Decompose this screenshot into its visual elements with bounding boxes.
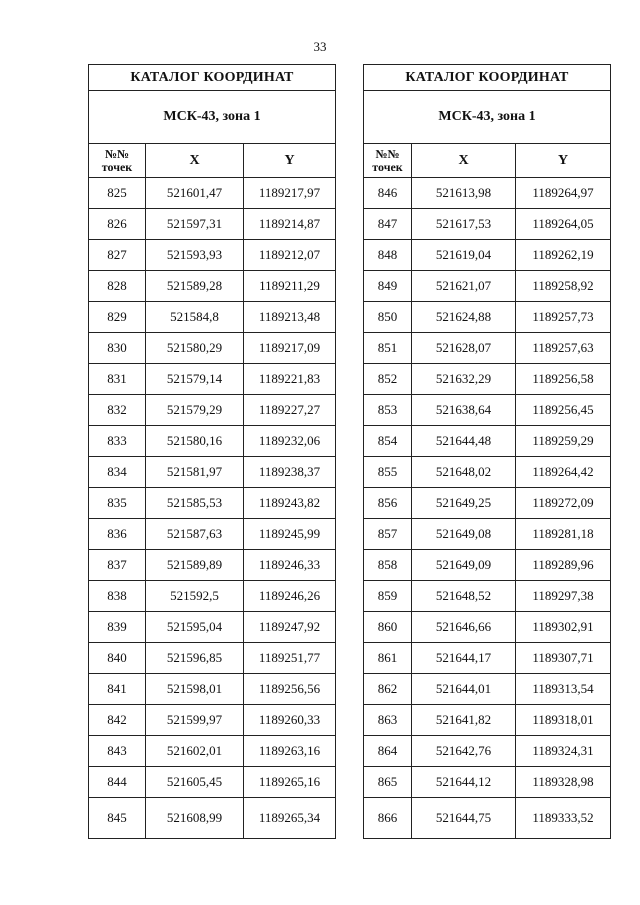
point-number-cell: 839 bbox=[89, 612, 146, 643]
table-row bbox=[89, 364, 336, 395]
point-number-cell: 828 bbox=[89, 271, 146, 302]
y-coordinate-cell: 1189221,83 bbox=[244, 364, 336, 395]
point-number-cell: 829 bbox=[89, 302, 146, 333]
x-coordinate-cell: 521641,82 bbox=[412, 705, 516, 736]
x-coordinate-cell: 521585,53 bbox=[146, 488, 244, 519]
point-number-cell: 865 bbox=[364, 767, 412, 798]
y-coordinate-cell: 1189247,92 bbox=[244, 612, 336, 643]
y-coordinate-cell: 1189318,01 bbox=[516, 705, 611, 736]
table-row bbox=[364, 333, 611, 364]
coordinate-catalog-table-right bbox=[363, 64, 611, 839]
point-number-header bbox=[364, 144, 412, 178]
y-coordinate-cell: 1189307,71 bbox=[516, 643, 611, 674]
point-number-cell: 841 bbox=[89, 674, 146, 705]
y-coordinate-cell: 1189212,07 bbox=[244, 240, 336, 271]
table-row bbox=[364, 271, 611, 302]
y-header: Y bbox=[244, 144, 336, 178]
point-number-header-line2: точек bbox=[101, 159, 133, 174]
table-body bbox=[89, 178, 336, 839]
y-coordinate-cell: 1189232,06 bbox=[244, 426, 336, 457]
y-coordinate-cell: 1189264,42 bbox=[516, 457, 611, 488]
x-coordinate-cell: 521589,89 bbox=[146, 550, 244, 581]
x-header: X bbox=[412, 144, 516, 178]
x-coordinate-cell: 521648,02 bbox=[412, 457, 516, 488]
point-number-cell: 842 bbox=[89, 705, 146, 736]
table-row bbox=[89, 209, 336, 240]
table-row bbox=[364, 178, 611, 209]
table-row bbox=[89, 550, 336, 581]
y-coordinate-cell: 1189211,29 bbox=[244, 271, 336, 302]
y-header: Y bbox=[516, 144, 611, 178]
x-coordinate-cell: 521644,48 bbox=[412, 426, 516, 457]
x-coordinate-cell: 521646,66 bbox=[412, 612, 516, 643]
x-coordinate-cell: 521580,29 bbox=[146, 333, 244, 364]
x-coordinate-cell: 521638,64 bbox=[412, 395, 516, 426]
y-coordinate-cell: 1189256,58 bbox=[516, 364, 611, 395]
y-coordinate-cell: 1189256,45 bbox=[516, 395, 611, 426]
x-coordinate-cell: 521648,52 bbox=[412, 581, 516, 612]
table-row bbox=[89, 767, 336, 798]
x-coordinate-cell: 521601,47 bbox=[146, 178, 244, 209]
x-coordinate-cell: 521613,98 bbox=[412, 178, 516, 209]
column-header-row bbox=[364, 144, 611, 178]
y-coordinate-cell: 1189246,26 bbox=[244, 581, 336, 612]
table-row bbox=[364, 426, 611, 457]
point-number-cell: 838 bbox=[89, 581, 146, 612]
point-number-cell: 854 bbox=[364, 426, 412, 457]
x-coordinate-cell: 521621,07 bbox=[412, 271, 516, 302]
table-row bbox=[364, 457, 611, 488]
point-number-header bbox=[89, 144, 146, 178]
y-coordinate-cell: 1189272,09 bbox=[516, 488, 611, 519]
x-coordinate-cell: 521602,01 bbox=[146, 736, 244, 767]
table-row bbox=[364, 705, 611, 736]
x-coordinate-cell: 521593,93 bbox=[146, 240, 244, 271]
x-coordinate-cell: 521587,63 bbox=[146, 519, 244, 550]
point-number-cell: 825 bbox=[89, 178, 146, 209]
x-coordinate-cell: 521589,28 bbox=[146, 271, 244, 302]
x-coordinate-cell: 521598,01 bbox=[146, 674, 244, 705]
table-row bbox=[364, 767, 611, 798]
page-number: 33 bbox=[313, 39, 327, 54]
y-coordinate-cell: 1189328,98 bbox=[516, 767, 611, 798]
x-coordinate-cell: 521579,14 bbox=[146, 364, 244, 395]
table-row bbox=[89, 612, 336, 643]
x-coordinate-cell: 521628,07 bbox=[412, 333, 516, 364]
table-row bbox=[364, 798, 611, 839]
x-coordinate-cell: 521605,45 bbox=[146, 767, 244, 798]
point-number-cell: 836 bbox=[89, 519, 146, 550]
table-row bbox=[89, 488, 336, 519]
column-header-row bbox=[89, 144, 336, 178]
y-coordinate-cell: 1189302,91 bbox=[516, 612, 611, 643]
x-coordinate-cell: 521644,12 bbox=[412, 767, 516, 798]
point-number-cell: 855 bbox=[364, 457, 412, 488]
table-row bbox=[364, 612, 611, 643]
point-number-cell: 826 bbox=[89, 209, 146, 240]
coordinate-system-label: МСК-43, зона 1 bbox=[89, 91, 336, 144]
table-row bbox=[89, 798, 336, 839]
point-number-cell: 850 bbox=[364, 302, 412, 333]
y-coordinate-cell: 1189281,18 bbox=[516, 519, 611, 550]
table-row bbox=[89, 705, 336, 736]
point-number-cell: 831 bbox=[89, 364, 146, 395]
x-coordinate-cell: 521580,16 bbox=[146, 426, 244, 457]
x-coordinate-cell: 521581,97 bbox=[146, 457, 244, 488]
y-coordinate-cell: 1189264,97 bbox=[516, 178, 611, 209]
point-number-cell: 864 bbox=[364, 736, 412, 767]
point-number-cell: 844 bbox=[89, 767, 146, 798]
point-number-header-line1: №№ bbox=[104, 146, 130, 161]
point-number-cell: 848 bbox=[364, 240, 412, 271]
table-row bbox=[364, 643, 611, 674]
point-number-header-line2: точек bbox=[372, 159, 403, 174]
table-row bbox=[364, 209, 611, 240]
y-coordinate-cell: 1189297,38 bbox=[516, 581, 611, 612]
table-row bbox=[89, 643, 336, 674]
table-row bbox=[364, 550, 611, 581]
y-coordinate-cell: 1189264,05 bbox=[516, 209, 611, 240]
table-row bbox=[364, 395, 611, 426]
coordinate-system-label: МСК-43, зона 1 bbox=[364, 91, 611, 144]
x-coordinate-cell: 521592,5 bbox=[146, 581, 244, 612]
x-coordinate-cell: 521596,85 bbox=[146, 643, 244, 674]
x-coordinate-cell: 521644,75 bbox=[412, 798, 516, 839]
table-row bbox=[89, 240, 336, 271]
table-row bbox=[364, 302, 611, 333]
table-body bbox=[364, 178, 611, 839]
table-row bbox=[89, 178, 336, 209]
x-coordinate-cell: 521599,97 bbox=[146, 705, 244, 736]
point-number-cell: 832 bbox=[89, 395, 146, 426]
y-coordinate-cell: 1189214,87 bbox=[244, 209, 336, 240]
point-number-header-line1: №№ bbox=[375, 146, 400, 161]
x-coordinate-cell: 521649,09 bbox=[412, 550, 516, 581]
y-coordinate-cell: 1189217,09 bbox=[244, 333, 336, 364]
point-number-cell: 835 bbox=[89, 488, 146, 519]
table-row bbox=[89, 674, 336, 705]
x-coordinate-cell: 521644,17 bbox=[412, 643, 516, 674]
coordinate-catalog-table-left bbox=[88, 64, 336, 839]
table-row bbox=[89, 271, 336, 302]
catalog-title: КАТАЛОГ КООРДИНАТ bbox=[364, 65, 611, 91]
point-number-cell: 840 bbox=[89, 643, 146, 674]
table-row bbox=[364, 240, 611, 271]
point-number-cell: 860 bbox=[364, 612, 412, 643]
x-coordinate-cell: 521608,99 bbox=[146, 798, 244, 839]
point-number-cell: 862 bbox=[364, 674, 412, 705]
y-coordinate-cell: 1189243,82 bbox=[244, 488, 336, 519]
y-coordinate-cell: 1189245,99 bbox=[244, 519, 336, 550]
y-coordinate-cell: 1189217,97 bbox=[244, 178, 336, 209]
table-row bbox=[89, 333, 336, 364]
table-row bbox=[89, 581, 336, 612]
table-row bbox=[364, 581, 611, 612]
point-number-cell: 833 bbox=[89, 426, 146, 457]
x-coordinate-cell: 521584,8 bbox=[146, 302, 244, 333]
point-number-cell: 834 bbox=[89, 457, 146, 488]
table-row bbox=[89, 395, 336, 426]
y-coordinate-cell: 1189258,92 bbox=[516, 271, 611, 302]
x-coordinate-cell: 521617,53 bbox=[412, 209, 516, 240]
y-coordinate-cell: 1189324,31 bbox=[516, 736, 611, 767]
point-number-cell: 851 bbox=[364, 333, 412, 364]
y-coordinate-cell: 1189213,48 bbox=[244, 302, 336, 333]
x-coordinate-cell: 521642,76 bbox=[412, 736, 516, 767]
x-coordinate-cell: 521632,29 bbox=[412, 364, 516, 395]
y-coordinate-cell: 1189260,33 bbox=[244, 705, 336, 736]
y-coordinate-cell: 1189265,16 bbox=[244, 767, 336, 798]
y-coordinate-cell: 1189263,16 bbox=[244, 736, 336, 767]
y-coordinate-cell: 1189251,77 bbox=[244, 643, 336, 674]
point-number-cell: 863 bbox=[364, 705, 412, 736]
point-number-cell: 852 bbox=[364, 364, 412, 395]
y-coordinate-cell: 1189227,27 bbox=[244, 395, 336, 426]
point-number-cell: 859 bbox=[364, 581, 412, 612]
y-coordinate-cell: 1189262,19 bbox=[516, 240, 611, 271]
x-header: X bbox=[146, 144, 244, 178]
table-row bbox=[89, 736, 336, 767]
x-coordinate-cell: 521597,31 bbox=[146, 209, 244, 240]
point-number-cell: 866 bbox=[364, 798, 412, 839]
table-row bbox=[89, 302, 336, 333]
y-coordinate-cell: 1189333,52 bbox=[516, 798, 611, 839]
point-number-cell: 856 bbox=[364, 488, 412, 519]
y-coordinate-cell: 1189259,29 bbox=[516, 426, 611, 457]
point-number-cell: 858 bbox=[364, 550, 412, 581]
y-coordinate-cell: 1189257,63 bbox=[516, 333, 611, 364]
x-coordinate-cell: 521595,04 bbox=[146, 612, 244, 643]
x-coordinate-cell: 521624,88 bbox=[412, 302, 516, 333]
y-coordinate-cell: 1189246,33 bbox=[244, 550, 336, 581]
point-number-cell: 845 bbox=[89, 798, 146, 839]
y-coordinate-cell: 1189238,37 bbox=[244, 457, 336, 488]
point-number-cell: 861 bbox=[364, 643, 412, 674]
table-row bbox=[89, 519, 336, 550]
x-coordinate-cell: 521644,01 bbox=[412, 674, 516, 705]
catalog-title: КАТАЛОГ КООРДИНАТ bbox=[89, 65, 336, 91]
table-row bbox=[364, 736, 611, 767]
table-row bbox=[364, 364, 611, 395]
x-coordinate-cell: 521579,29 bbox=[146, 395, 244, 426]
point-number-cell: 827 bbox=[89, 240, 146, 271]
point-number-cell: 857 bbox=[364, 519, 412, 550]
point-number-cell: 837 bbox=[89, 550, 146, 581]
x-coordinate-cell: 521619,04 bbox=[412, 240, 516, 271]
table-row bbox=[364, 674, 611, 705]
table-row bbox=[89, 426, 336, 457]
y-coordinate-cell: 1189313,54 bbox=[516, 674, 611, 705]
point-number-cell: 846 bbox=[364, 178, 412, 209]
y-coordinate-cell: 1189257,73 bbox=[516, 302, 611, 333]
y-coordinate-cell: 1189256,56 bbox=[244, 674, 336, 705]
point-number-cell: 847 bbox=[364, 209, 412, 240]
point-number-cell: 843 bbox=[89, 736, 146, 767]
table-row bbox=[89, 457, 336, 488]
y-coordinate-cell: 1189265,34 bbox=[244, 798, 336, 839]
point-number-cell: 853 bbox=[364, 395, 412, 426]
table-row bbox=[364, 519, 611, 550]
y-coordinate-cell: 1189289,96 bbox=[516, 550, 611, 581]
x-coordinate-cell: 521649,25 bbox=[412, 488, 516, 519]
table-row bbox=[364, 488, 611, 519]
point-number-cell: 849 bbox=[364, 271, 412, 302]
point-number-cell: 830 bbox=[89, 333, 146, 364]
x-coordinate-cell: 521649,08 bbox=[412, 519, 516, 550]
